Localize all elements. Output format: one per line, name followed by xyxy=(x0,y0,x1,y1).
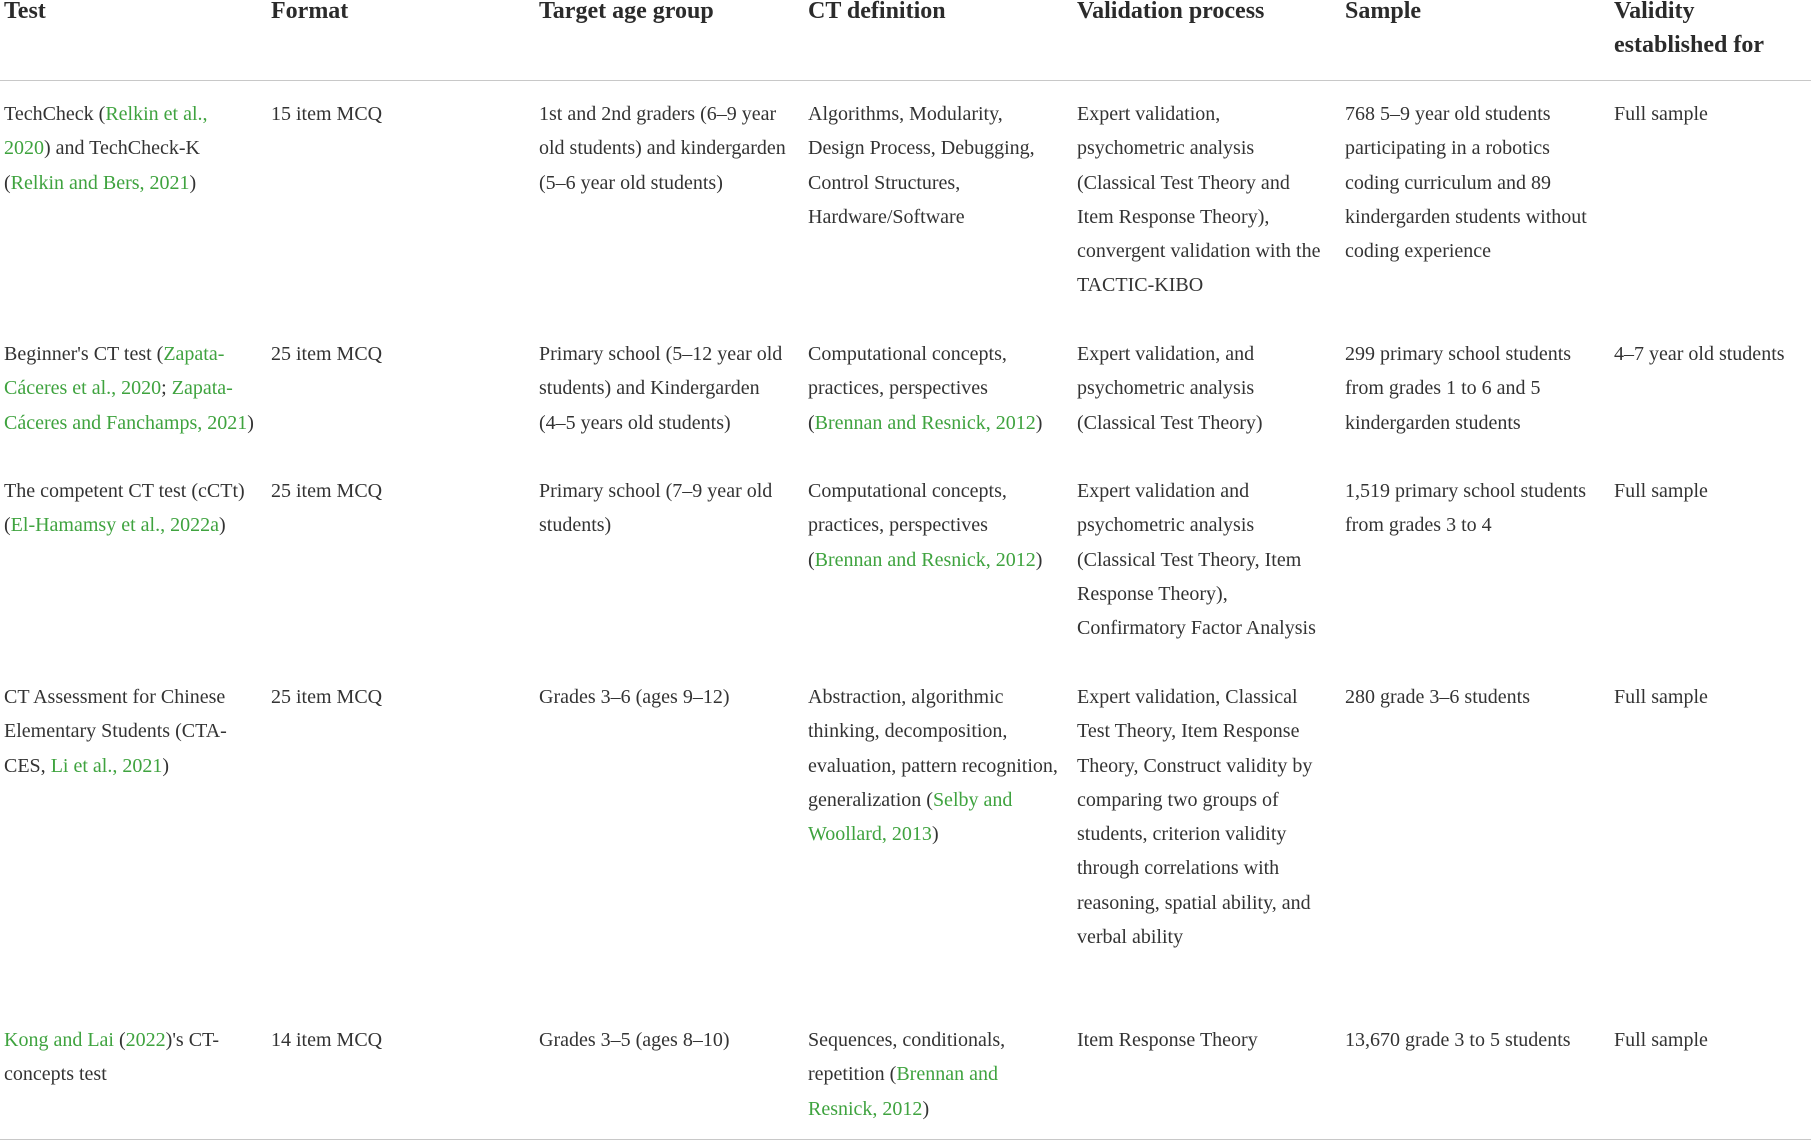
header-validity-established-for: Validity established for xyxy=(1614,0,1764,58)
table-row xyxy=(0,1007,1811,1133)
citation-link[interactable]: Zapata-Cáceres et al., 2020 xyxy=(4,343,225,400)
cell-validation: Item Response Theory xyxy=(1077,1029,1258,1051)
cell-ct-definition xyxy=(808,337,1058,440)
cell-format: 25 item MCQ xyxy=(271,343,383,365)
cell-validation: Expert validation and psychometric analysis (Classical Test Theory, Item Response Theory), Confirmatory Factor Analysis xyxy=(1077,480,1316,640)
header-validation-process: Validation process xyxy=(1077,0,1265,24)
cell-text: ( xyxy=(113,1029,126,1051)
cell-validity: Full sample xyxy=(1614,1029,1708,1051)
cell-ct-definition xyxy=(808,1023,1058,1126)
cell-target-age: Primary school (5–12 year old students) and Kindergarden (4–5 years old students) xyxy=(539,343,783,434)
cell-validation: Expert validation, and psychometric analysis (Classical Test Theory) xyxy=(1077,343,1263,434)
cell-text: ) xyxy=(218,514,226,537)
cell-validity: Full sample xyxy=(1614,103,1708,125)
citation-link[interactable]: 2022 xyxy=(125,1029,166,1051)
cell-format: 15 item MCQ xyxy=(271,103,383,125)
cell-sample: 299 primary school students from grades 1 to 6 and 5 kindergarden students xyxy=(1345,343,1572,434)
cell-text: ) xyxy=(189,171,197,194)
citation-link[interactable]: Brennan and Resnick, 2012 xyxy=(814,548,1036,571)
cell-target-age: Grades 3–6 (ages 9–12) xyxy=(539,686,730,708)
header-ct-definition: CT definition xyxy=(808,0,946,24)
table-row xyxy=(0,458,1811,664)
cell-text: ) xyxy=(247,411,254,434)
header-test: Test xyxy=(4,0,46,24)
cell-text: ) xyxy=(1035,411,1043,434)
cell-validity: Full sample xyxy=(1614,686,1708,708)
cell-test xyxy=(4,680,254,783)
table-header xyxy=(0,0,1811,81)
cell-sample: 1,519 primary school students from grades 3 to 4 xyxy=(1345,480,1587,537)
cell-text: TechCheck ( xyxy=(4,103,106,125)
cell-text: ) xyxy=(162,754,169,777)
cell-test xyxy=(4,97,254,200)
cell-text: Computational concepts, practices, perspectives ( xyxy=(808,480,1007,571)
cell-text: Sequences, conditionals, repetition ( xyxy=(808,1029,1006,1086)
cell-text: ) xyxy=(931,823,939,846)
table-row xyxy=(0,81,1811,321)
citation-link[interactable]: Brennan and Resnick, 2012 xyxy=(808,1063,998,1120)
citation-link[interactable]: Li et al., 2021 xyxy=(50,754,163,777)
cell-text: Beginner's CT test ( xyxy=(4,343,164,365)
cell-text: ) xyxy=(922,1097,930,1120)
cell-sample: 280 grade 3–6 students xyxy=(1345,686,1530,708)
header-format: Format xyxy=(271,0,349,24)
cell-validation: Expert validation, Classical Test Theory, Item Response Theory, Construct validity by comparing two groups of students, criterion validity through correlations with reasoning, spatial ability, and verbal ability xyxy=(1077,686,1313,949)
citation-link[interactable]: El-Hamamsy et al., 2022a xyxy=(10,514,219,537)
cell-text: ) xyxy=(1035,548,1043,571)
cell-text: CT Assessment for Chinese Elementary Students (CTA-CES, xyxy=(4,686,227,777)
header-target-age-group: Target age group xyxy=(539,0,714,24)
cell-test xyxy=(4,474,254,543)
cell-text: )'s CT-concepts test xyxy=(4,1029,220,1086)
citation-link[interactable]: Relkin et al., 2020 xyxy=(4,103,208,160)
citation-link[interactable]: Relkin and Bers, 2021 xyxy=(10,171,190,194)
cell-validity: Full sample xyxy=(1614,480,1708,502)
cell-target-age: 1st and 2nd graders (6–9 year old students) and kindergarden (5–6 year old students) xyxy=(539,103,786,194)
cell-text: The competent CT test (cCTt) ( xyxy=(4,480,245,537)
cell-format: 25 item MCQ xyxy=(271,686,383,708)
table-row xyxy=(0,664,1811,1007)
cell-ct-definition xyxy=(808,97,1058,234)
cell-text: Algorithms, Modularity, Design Process, Debugging, Control Structures, Hardware/Software xyxy=(808,103,1035,228)
cell-sample: 768 5–9 year old students participating in a robotics coding curriculum and 89 kindergarden students without coding experience xyxy=(1345,103,1587,263)
cell-target-age: Primary school (7–9 year old students) xyxy=(539,480,773,537)
table-row xyxy=(0,321,1811,458)
citation-link[interactable]: Kong and Lai xyxy=(4,1029,114,1051)
cell-sample: 13,670 grade 3 to 5 students xyxy=(1345,1029,1571,1051)
cell-validation: Expert validation, psychometric analysis (Classical Test Theory and Item Response Theory), convergent validation with the TACTIC-KIBO xyxy=(1077,103,1321,297)
cell-format: 25 item MCQ xyxy=(271,480,383,502)
cell-text: ) and TechCheck-K ( xyxy=(4,137,200,194)
cell-text: Computational concepts, practices, perspectives ( xyxy=(808,343,1007,434)
cell-test xyxy=(4,1023,254,1092)
cell-target-age: Grades 3–5 (ages 8–10) xyxy=(539,1029,730,1051)
cell-test xyxy=(4,337,254,440)
citation-link[interactable]: Brennan and Resnick, 2012 xyxy=(814,411,1036,434)
citation-link[interactable]: Selby and Woollard, 2013 xyxy=(808,788,1013,846)
cell-text: Abstraction, algorithmic thinking, decomposition, evaluation, pattern recognition, generalization ( xyxy=(808,686,1058,811)
cell-ct-definition xyxy=(808,680,1058,851)
table-bottom-rule xyxy=(0,1139,1811,1140)
citation-link[interactable]: Zapata-Cáceres and Fanchamps, 2021 xyxy=(4,377,248,434)
cell-ct-definition xyxy=(808,474,1058,577)
header-sample: Sample xyxy=(1345,0,1422,24)
cell-text: ; xyxy=(161,377,172,400)
cell-format: 14 item MCQ xyxy=(271,1029,383,1051)
cell-validity: 4–7 year old students xyxy=(1614,343,1785,365)
